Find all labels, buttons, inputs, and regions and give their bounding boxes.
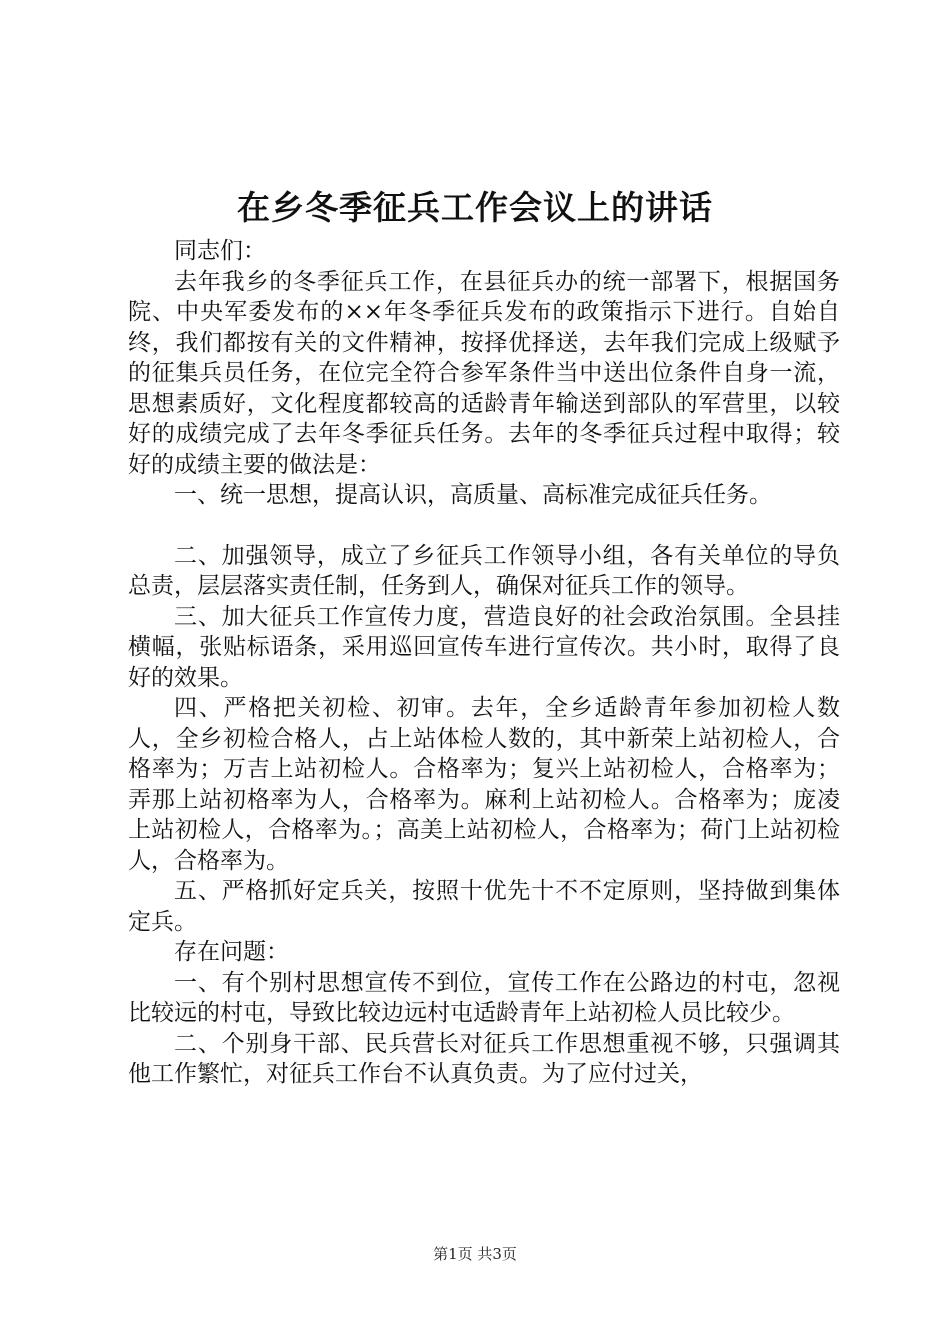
paragraph-intro: 去年我乡的冬季征兵工作，在县征兵办的统一部署下，根据国务院、中央军委发布的××年冬季征兵发布的政策指示下进行。自始自终，我们都按有关的文件精神，按择优择送，去年我们完成上级赋予的征集兵员任务，在位完全符合参军条件当中送出位条件自身一流，思想素质好，文化程度都较高的适龄青年输送到部队的军营里，以较好的成绩完成了去年冬季征兵任务。去年的冬季征兵过程中取得；较好的成绩主要的做法是： xyxy=(128,268,840,478)
paragraph-problem-1: 一、有个别村思想宣传不到位，宣传工作在公路边的村屯，忽视比较远的村屯，导致比较边远村屯适龄青年上站初检人员比较少。 xyxy=(128,969,840,1026)
paragraph-point-2: 二、加强领导，成立了乡征兵工作领导小组，各有关单位的导负总责，层层落实责任制，任务到人，确保对征兵工作的领导。 xyxy=(128,542,840,599)
paragraph-point-5: 五、严格抓好定兵关，按照十优先十不不定原则，坚持做到集体定兵。 xyxy=(128,878,840,935)
document-body xyxy=(128,236,840,1090)
paragraph-point-1: 一、统一思想，提高认识，高质量、高标准完成征兵任务。 xyxy=(174,482,772,508)
paragraph-point-4: 四、严格把关初检、初审。去年，全乡适龄青年参加初检人数人，全乡初检合格人，占上站体检人数的，其中新荣上站初检人，合格率为；万吉上站初检人。合格率为；复兴上站初检人，合格率为；弄那上站初格率为人，合格率为。麻利上站初检人。合格率为；庞凌上站初检人，合格率为。；高美上站初检人，合格率为；荷门上站初检人，合格率为。 xyxy=(128,695,840,874)
salutation: 同志们： xyxy=(174,238,266,264)
document-title: 在乡冬季征兵工作会议上的讲话 xyxy=(237,188,713,227)
paragraph-point-3: 三、加大征兵工作宣传力度，营造良好的社会政治氛围。全县挂横幅，张贴标语条，采用巡回宣传车进行宣传次。共小时，取得了良好的效果。 xyxy=(128,603,840,691)
paragraph-problem-2: 二、个别身干部、民兵营长对征兵工作思想重视不够，只强调其他工作繁忙，对征兵工作台不认真负责。为了应付过关， xyxy=(128,1030,840,1087)
problems-heading: 存在问题： xyxy=(174,939,289,965)
page-number-footer: 第1页 共3页 xyxy=(433,1245,517,1263)
